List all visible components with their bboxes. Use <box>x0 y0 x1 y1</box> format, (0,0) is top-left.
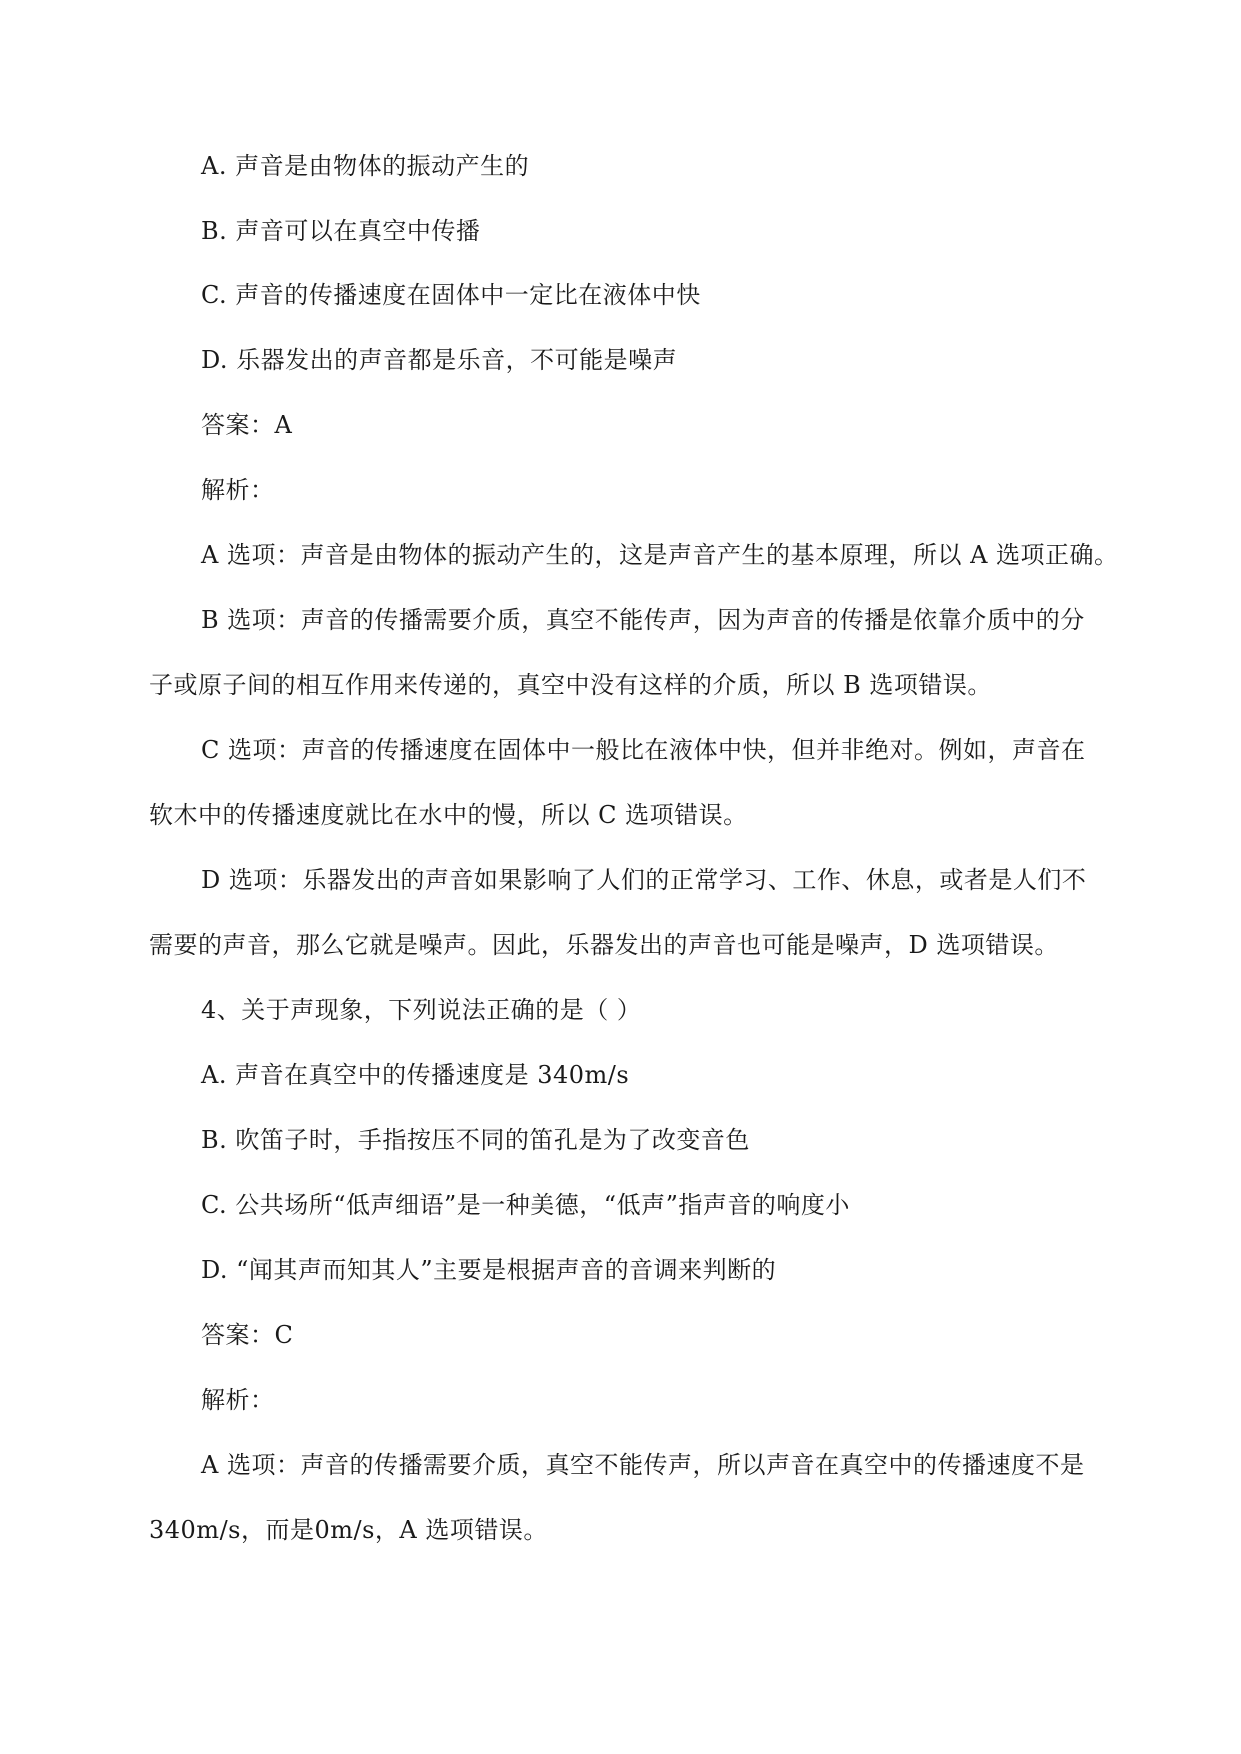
q4-option-a: A. 声音在真空中的传播速度是 340m/s <box>201 1061 630 1089</box>
q3-analysis-line: A 选项：声音是由物体的振动产生的，这是声音产生的基本原理，所以 A 选项正确。 <box>201 541 1119 569</box>
q4-analysis-line: 340m/s，而是0m/s，A 选项错误。 <box>149 1516 548 1544</box>
q3-analysis-line: D 选项：乐器发出的声音如果影响了人们的正常学习、工作、休息，或者是人们不 <box>201 866 1087 894</box>
q3-analysis-line: 需要的声音，那么它就是噪声。因此，乐器发出的声音也可能是噪声，D 选项错误。 <box>149 931 1059 959</box>
q3-analysis-label: 解析： <box>201 476 275 504</box>
q4-option-c: C. 公共场所“低声细语”是一种美德，“低声”指声音的响度小 <box>201 1191 850 1219</box>
q4-analysis-line: A 选项：声音的传播需要介质，真空不能传声，所以声音在真空中的传播速度不是 <box>201 1451 1085 1479</box>
q4-option-d: D. “闻其声而知其人”主要是根据声音的音调来判断的 <box>201 1256 777 1284</box>
q3-option-d: D. 乐器发出的声音都是乐音，不可能是噪声 <box>201 346 678 374</box>
q4-analysis-label: 解析： <box>201 1386 275 1414</box>
q4-question: 4、关于声现象，下列说法正确的是（ ） <box>201 996 642 1024</box>
q3-option-b: B. 声音可以在真空中传播 <box>201 217 481 245</box>
q4-option-b: B. 吹笛子时，手指按压不同的笛孔是为了改变音色 <box>201 1126 750 1154</box>
q3-analysis-line: 子或原子间的相互作用来传递的，真空中没有这样的介质，所以 B 选项错误。 <box>149 671 992 699</box>
q3-answer: 答案：A <box>201 411 293 439</box>
q3-analysis-line: B 选项：声音的传播需要介质，真空不能传声，因为声音的传播是依靠介质中的分 <box>201 606 1085 634</box>
q3-option-c: C. 声音的传播速度在固体中一定比在液体中快 <box>201 281 701 309</box>
q3-option-a: A. 声音是由物体的振动产生的 <box>201 152 530 180</box>
q4-answer: 答案：C <box>201 1321 294 1349</box>
q3-analysis-line: C 选项：声音的传播速度在固体中一般比在液体中快，但并非绝对。例如，声音在 <box>201 736 1086 764</box>
q3-analysis-line: 软木中的传播速度就比在水中的慢，所以 C 选项错误。 <box>149 801 748 829</box>
